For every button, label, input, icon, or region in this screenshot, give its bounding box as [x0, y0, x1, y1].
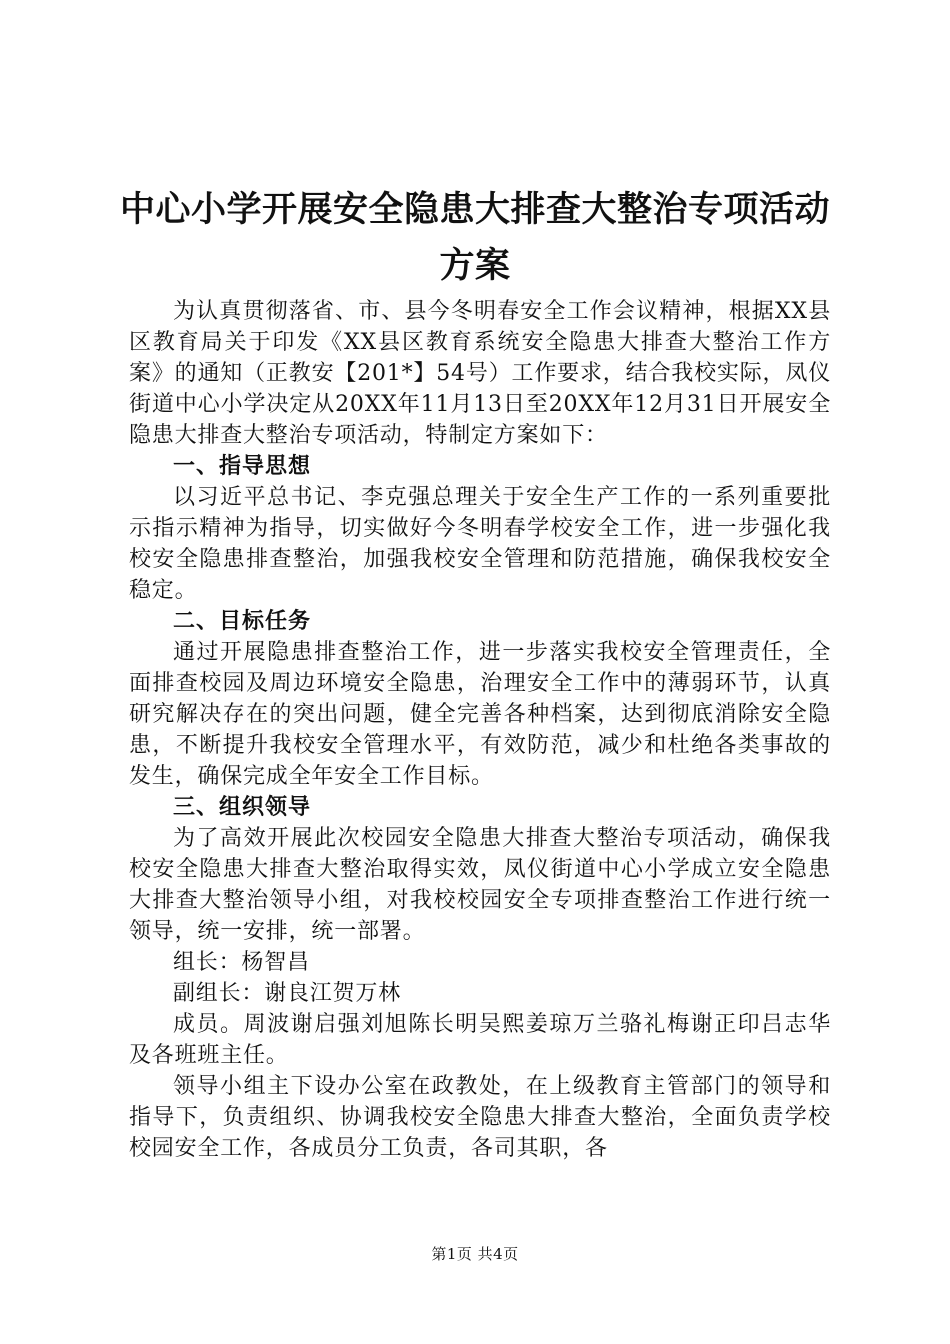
- page-footer: 第1页 共4页: [431, 1245, 519, 1263]
- section-heading-leadership: 三、组织领导: [173, 795, 312, 820]
- document-title: 中心小学开展安全隐患大排查大整治专项活动方案: [119, 190, 830, 286]
- intro-paragraph: 为认真贯彻落省、市、县今冬明春安全工作会议精神，根据XX县区教育局关于印发《XX县区教育系统安全隐患大排查大整治工作方案》的通知（正教安【201*】54号）工作要求，结合我校实际，凤仪街道中心小学决定从20XX年11月13日至20XX年12月31日开展安全隐患大排查大整治专项活动，特制定方案如下：: [129, 299, 831, 448]
- section-heading-guiding-thought: 一、指导思想: [173, 454, 312, 479]
- team-leader-line: 组长：杨智昌: [173, 950, 310, 975]
- goals-paragraph: 通过开展隐患排查整治工作，进一步落实我校安全管理责任，全面排查校园及周边环境安全隐患，治理安全工作中的薄弱环节，认真研究解决存在的突出问题，健全完善各种档案，达到彻底消除安全隐患，不断提升我校安全管理水平，有效防范，减少和杜绝各类事故的发生，确保完成全年安全工作目标。: [129, 640, 831, 789]
- deputy-leader-line: 副组长：谢良江贺万林: [173, 981, 402, 1006]
- office-paragraph: 领导小组主下设办公室在政教处，在上级教育主管部门的领导和指导下，负责组织、协调我校安全隐患大排查大整治，全面负责学校校园安全工作，各成员分工负责，各司其职，各: [129, 1074, 831, 1161]
- document-body: [129, 296, 831, 1164]
- guiding-thought-paragraph: 以习近平总书记、李克强总理关于安全生产工作的一系列重要批示指示精神为指导，切实做好今冬明春学校安全工作，进一步强化我校安全隐患排查整治，加强我校安全管理和防范措施，确保我校安全稳定。: [129, 485, 831, 603]
- members-paragraph: 成员。周波谢启强刘旭陈长明吴熙姜琼万兰骆礼梅谢正印吕志华及各班班主任。: [129, 1012, 831, 1068]
- section-heading-goals: 二、目标任务: [173, 609, 312, 634]
- leadership-paragraph: 为了高效开展此次校园安全隐患大排查大整治专项活动，确保我校安全隐患大排查大整治取得实效，凤仪街道中心小学成立安全隐患大排查大整治领导小组，对我校校园安全专项排查整治工作进行统一领导，统一安排，统一部署。: [129, 826, 831, 944]
